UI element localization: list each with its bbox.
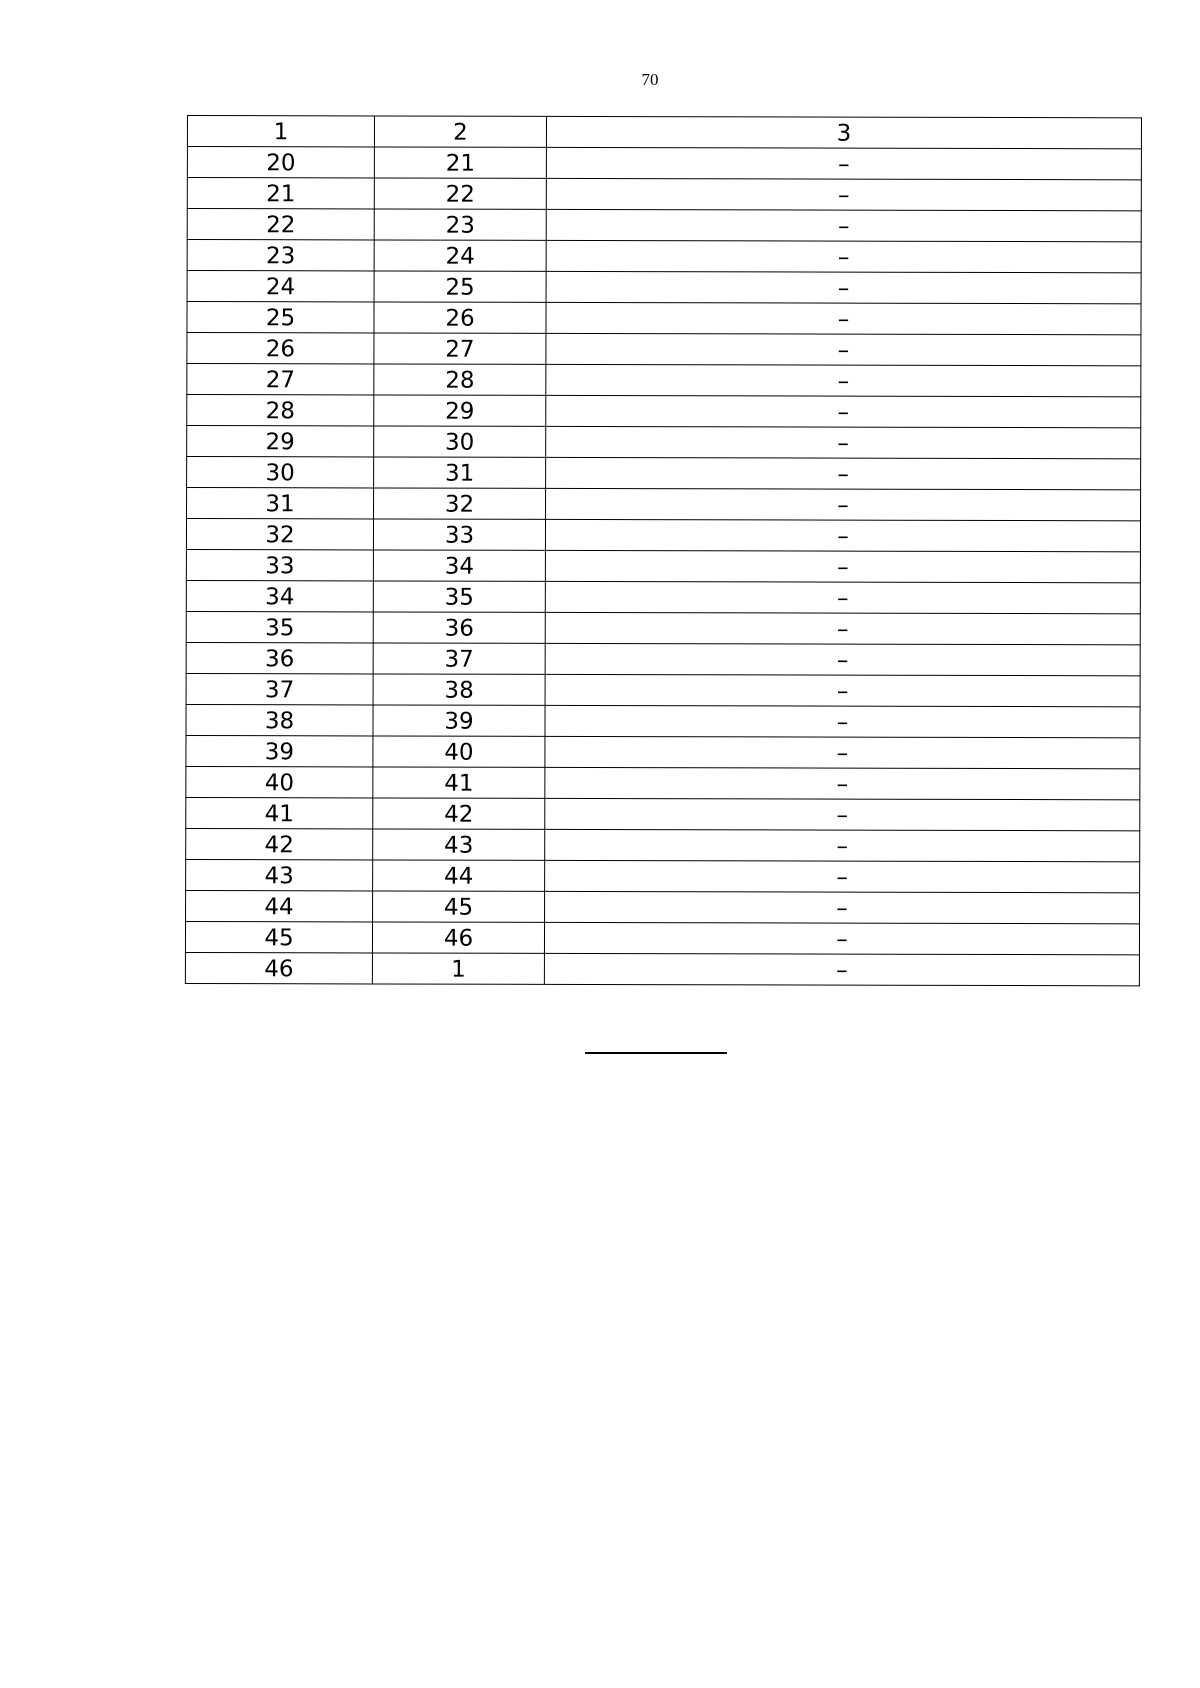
table-cell-col-1: 24 <box>187 271 374 302</box>
table-cell-col-2: 27 <box>374 333 546 364</box>
table-cell-col-1: 29 <box>187 426 374 457</box>
table-cell-col-3: – <box>546 395 1141 427</box>
table-cell-col-1: 39 <box>186 735 373 766</box>
table-row <box>187 240 1141 273</box>
table-cell-col-1: 45 <box>185 921 372 952</box>
table-row <box>186 890 1140 923</box>
table-row <box>187 426 1141 459</box>
table-cell-col-2: 43 <box>373 829 545 860</box>
table-cell-col-2: 22 <box>374 178 546 209</box>
table-row <box>186 735 1140 768</box>
table-cell-col-1: 35 <box>186 611 373 642</box>
table-cell-col-1: 32 <box>186 519 373 550</box>
table-cell-col-2: 24 <box>374 240 546 271</box>
table-cell-col-3: – <box>546 457 1141 489</box>
table-cell-col-2: 28 <box>374 364 546 395</box>
table-cell-col-3: – <box>546 488 1141 520</box>
table-cell-col-1: 26 <box>187 333 374 364</box>
table-row <box>186 642 1140 675</box>
table-cell-col-3: – <box>544 953 1139 985</box>
table-cell-col-1: 25 <box>187 302 374 333</box>
table-cell-col-2: 36 <box>373 612 545 643</box>
table-cell-col-1: 44 <box>186 890 373 921</box>
table-cell-col-2: 23 <box>374 209 546 240</box>
table-cell-col-3: – <box>545 581 1140 613</box>
table-cell-col-3: – <box>546 147 1141 179</box>
table-cell-col-3: – <box>544 922 1139 954</box>
table-cell-col-2: 44 <box>373 860 545 891</box>
table-cell-col-3: – <box>545 612 1140 644</box>
table-cell-col-3: – <box>545 674 1140 706</box>
table-cell-col-2: 40 <box>373 736 545 767</box>
table-row <box>187 457 1141 490</box>
table-cell-col-2: 45 <box>373 891 545 922</box>
table-row <box>187 364 1141 397</box>
table-cell-col-2: 31 <box>374 457 546 488</box>
table-row <box>187 271 1141 304</box>
table-cell-col-3: – <box>545 550 1140 582</box>
table-cell-col-1: 27 <box>187 364 374 395</box>
table-cell-col-1: 43 <box>186 859 373 890</box>
table-row <box>186 519 1140 552</box>
table-cell-col-1: 22 <box>187 209 374 240</box>
header-cell-col-2: 2 <box>374 116 546 147</box>
table-cell-col-1: 42 <box>186 828 373 859</box>
table-cell-col-1: 30 <box>187 457 374 488</box>
table-cell-col-3: – <box>546 333 1141 365</box>
table-cell-col-3: – <box>546 302 1141 334</box>
table-cell-col-2: 26 <box>374 302 546 333</box>
table-cell-col-1: 28 <box>187 395 374 426</box>
table-cell-col-3: – <box>546 209 1141 241</box>
table-cell-col-1: 34 <box>186 580 373 611</box>
table-cell-col-1: 46 <box>185 952 372 983</box>
header-cell-col-3: 3 <box>546 116 1141 148</box>
table-cell-col-1: 36 <box>186 642 373 673</box>
end-rule <box>585 1052 727 1054</box>
table-body <box>185 147 1141 986</box>
table-cell-col-2: 35 <box>373 581 545 612</box>
table-cell-col-3: – <box>546 178 1141 210</box>
table-row <box>187 147 1141 180</box>
table-cell-col-2: 42 <box>373 798 545 829</box>
table-cell-col-3: – <box>545 705 1140 737</box>
table-cell-col-1: 20 <box>187 147 374 178</box>
table-cell-col-2: 1 <box>372 953 544 984</box>
table-cell-col-3: – <box>546 271 1141 303</box>
table-cell-col-3: – <box>545 891 1140 923</box>
table-cell-col-2: 30 <box>374 426 546 457</box>
data-table <box>185 115 1142 986</box>
table-row <box>187 209 1141 242</box>
table-header <box>187 116 1141 149</box>
header-cell-col-1: 1 <box>187 116 374 147</box>
table-row <box>186 797 1140 830</box>
table-cell-col-2: 21 <box>374 147 546 178</box>
table-cell-col-3: – <box>545 736 1140 768</box>
table-cell-col-1: 38 <box>186 704 373 735</box>
table-row <box>186 766 1140 799</box>
table-row <box>186 859 1140 892</box>
table-cell-col-3: – <box>545 829 1140 861</box>
table-cell-col-2: 39 <box>373 705 545 736</box>
table-cell-col-1: 41 <box>186 797 373 828</box>
table-cell-col-3: – <box>545 860 1140 892</box>
table-cell-col-3: – <box>545 519 1140 551</box>
table-row <box>186 611 1140 644</box>
table-row <box>187 488 1141 521</box>
table-cell-col-1: 37 <box>186 673 373 704</box>
table-row <box>186 580 1140 613</box>
table-cell-col-1: 31 <box>187 488 374 519</box>
table-cell-col-3: – <box>545 798 1140 830</box>
page-number: 70 <box>641 70 659 89</box>
table-row <box>186 828 1140 861</box>
table-row <box>185 921 1139 954</box>
table-row <box>185 952 1139 985</box>
table-row <box>187 395 1141 428</box>
table-cell-col-1: 33 <box>186 549 373 580</box>
table-cell-col-2: 37 <box>373 643 545 674</box>
table-cell-col-1: 23 <box>187 240 374 271</box>
table-cell-col-2: 25 <box>374 271 546 302</box>
table-cell-col-2: 33 <box>373 519 545 550</box>
table-cell-col-3: – <box>546 240 1141 272</box>
table-cell-col-2: 41 <box>373 767 545 798</box>
table-cell-col-3: – <box>545 643 1140 675</box>
table-cell-col-2: 38 <box>373 674 545 705</box>
table-cell-col-2: 32 <box>374 488 546 519</box>
table-row <box>186 673 1140 706</box>
table-row <box>187 178 1141 211</box>
table-row <box>187 333 1141 366</box>
table-row <box>186 704 1140 737</box>
table-cell-col-3: – <box>546 364 1141 396</box>
table-cell-col-2: 29 <box>374 395 546 426</box>
table-row <box>186 549 1140 582</box>
table-cell-col-1: 40 <box>186 766 373 797</box>
table-cell-col-1: 21 <box>187 178 374 209</box>
table-cell-col-2: 34 <box>373 550 545 581</box>
table-header-row <box>187 116 1141 149</box>
table-row <box>187 302 1141 335</box>
table-cell-col-3: – <box>546 426 1141 458</box>
table-cell-col-3: – <box>545 767 1140 799</box>
table-cell-col-2: 46 <box>372 922 544 953</box>
